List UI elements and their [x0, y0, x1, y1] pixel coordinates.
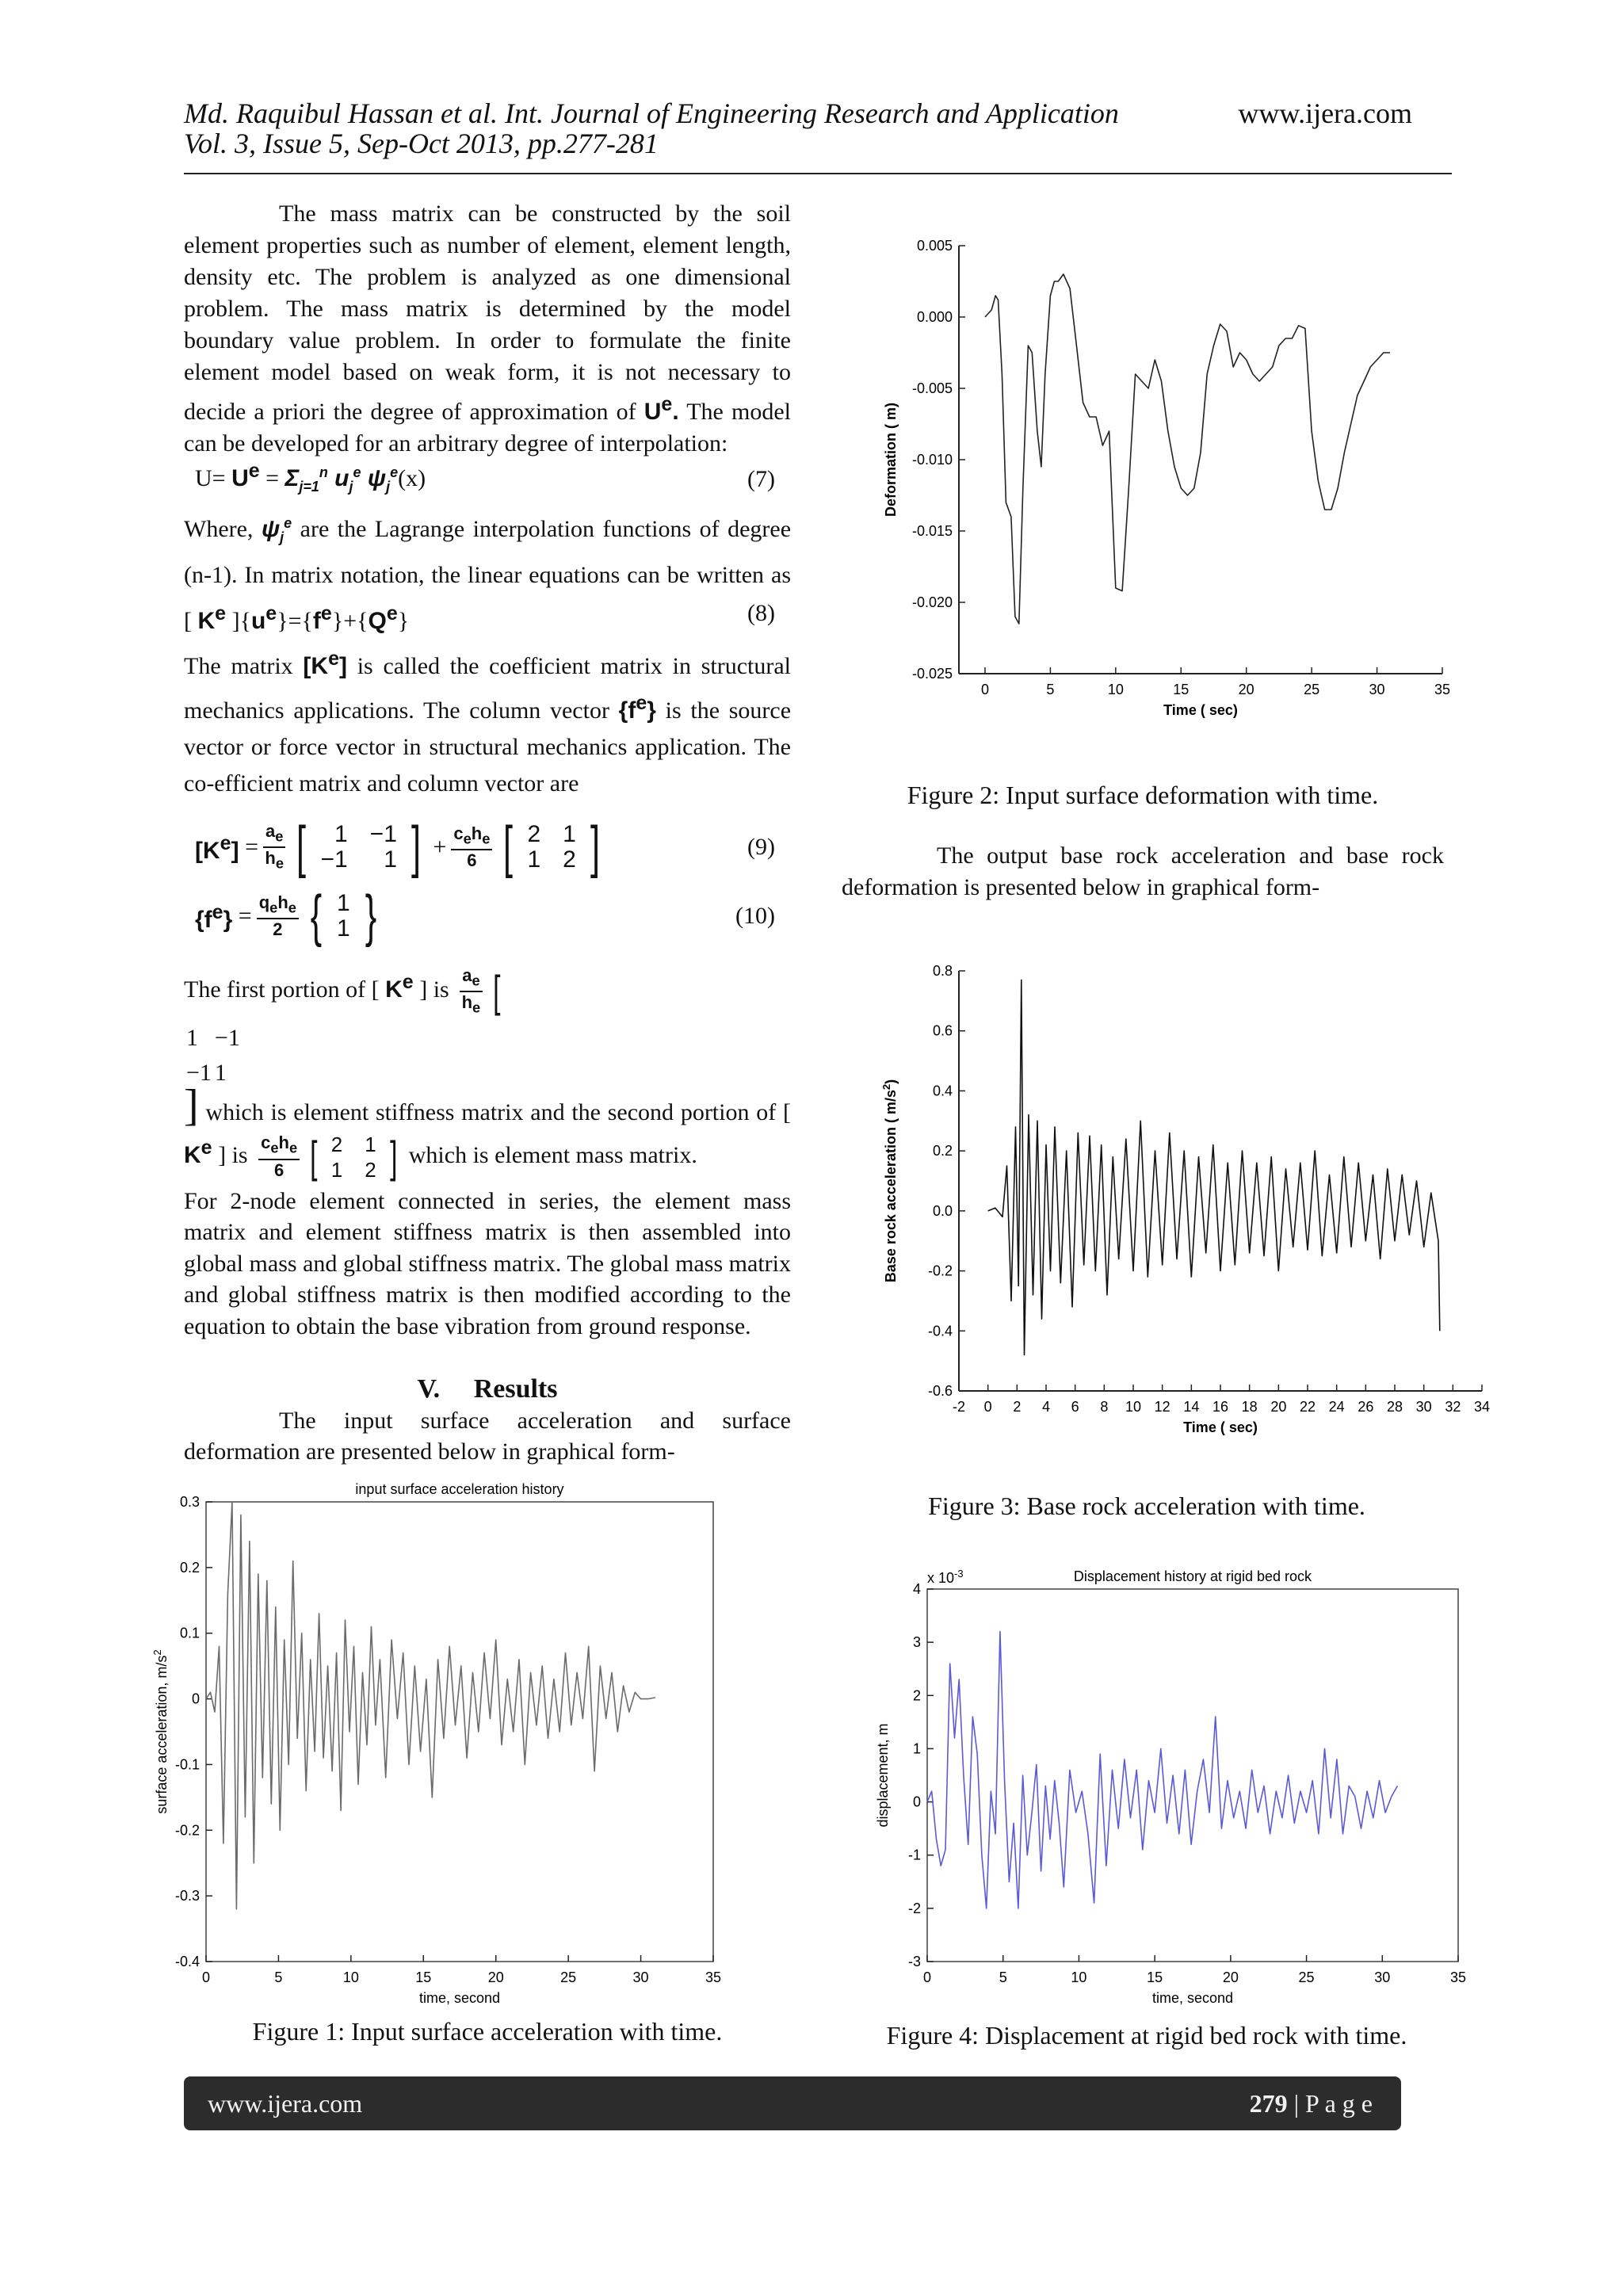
x-tick-label: -2: [952, 1399, 966, 1415]
figure-2-chart: [872, 226, 1474, 749]
x-tick-label: 16: [1212, 1399, 1229, 1415]
y-tick-label: 0.3: [179, 1494, 200, 1510]
equation-9: $[K^e]$ = $\frac{a_e}{h_e}$ [ 1 −1 −1 1 ] + $\frac{c_eh_e}{6}$ [ 2 1 1 2 ] (9): [184, 812, 791, 883]
series-line: [988, 980, 1440, 1354]
y-tick-label: -0.020: [911, 594, 953, 610]
y-tick-label: -0.6: [927, 1383, 953, 1399]
figure-3-chart: [872, 963, 1506, 1470]
y-tick-label: -0.4: [927, 1323, 953, 1339]
y-tick-label: -0.015: [911, 523, 953, 539]
y-axis-label: Deformation ( m): [883, 403, 899, 517]
x-tick-label: 30: [1369, 682, 1385, 697]
page-footer: [184, 2076, 1401, 2130]
series-line: [985, 274, 1390, 624]
x-tick-label: 28: [1386, 1399, 1403, 1415]
x-axis-label: Time ( sec): [1163, 702, 1238, 718]
x-tick-label: 34: [1473, 1399, 1491, 1415]
x-tick-label: 2: [1013, 1399, 1022, 1415]
portions-paragraph: The first portion of [ $K^e$ ] is $\frac{a_e}{h_e}$ [: [184, 965, 501, 1017]
x-tick-label: 35: [1434, 682, 1451, 697]
y-tick-label: -2: [907, 1900, 921, 1916]
figure-2-caption: Figure 2: Input surface deformation with time.: [907, 781, 1379, 809]
mass-matrix-paragraph: The mass matrix can be constructed by the soil element properties such as number of element, element length, density etc. The problem is analyzed as one dimensional problem. The mass matrix is determined by the model boundary value problem. In order to formulate the finite element model based on weak form, it is not necessary to decide a priori the degree of approximation of $U^e$. The model can be developed for an arbitrary degree of interpolation:: [184, 201, 791, 457]
y-tick-label: 0.2: [179, 1559, 200, 1576]
x-tick-label: 10: [1125, 1399, 1142, 1415]
equation-7: $U= U^e = \Sigma_{j=1}^n$ $u_j^e$ $\psi_j^e(x)$ (7): [184, 461, 791, 498]
ue-symbol: $U^e$.: [643, 393, 679, 425]
x-tick-label: 12: [1154, 1399, 1170, 1415]
series-line: [206, 1502, 655, 1909]
y-tick-label: 0.2: [932, 1143, 953, 1159]
figure-4-caption: Figure 4: Displacement at rigid bed rock with time.: [886, 2021, 1407, 2050]
y-tick-label: 0.1: [179, 1625, 200, 1641]
x-tick-label: 25: [1304, 682, 1320, 697]
x-tick-label: 0: [983, 1399, 992, 1415]
y-tick-label: 4: [912, 1581, 921, 1597]
y-tick-label: -1: [907, 1847, 921, 1863]
x-tick-label: 10: [1071, 1969, 1087, 1985]
x-axis-label: time, second: [1151, 1990, 1234, 2006]
results-paragraph: The input surface acceleration and surface deformation are presented below in graphical form-: [184, 1407, 791, 1465]
y-tick-label: -0.010: [911, 452, 953, 468]
x-tick-label: 5: [999, 1969, 1007, 1985]
x-tick-label: 15: [415, 1969, 432, 1985]
y-axis-label: displacement, m: [875, 1723, 891, 1828]
y-scale-label: x $10^{-3}$: [927, 1567, 964, 1586]
x-tick-label: 6: [1071, 1399, 1079, 1415]
y-tick-label: 2: [912, 1687, 921, 1704]
header-rule: [184, 173, 1452, 174]
y-tick-label: -0.005: [911, 380, 953, 396]
y-tick-label: 1: [912, 1740, 921, 1757]
chart-title: input surface acceleration history: [355, 1481, 564, 1497]
y-tick-label: -0.1: [174, 1756, 200, 1773]
output-paragraph: The output base rock acceleration and base rock deformation is presented below in graphical form-: [842, 842, 1444, 900]
chart-title: Displacement history at rigid bed rock: [1073, 1568, 1312, 1584]
x-tick-label: 35: [705, 1969, 722, 1985]
series-line: [927, 1632, 1397, 1908]
y-tick-label: -3: [907, 1954, 921, 1969]
figure-1-chart: [151, 1474, 753, 2005]
y-tick-label: 0: [191, 1690, 200, 1707]
x-tick-label: 30: [1415, 1399, 1432, 1415]
section-heading: V. Results: [417, 1374, 558, 1404]
where-paragraph: Where, $\psi_j^e$ are the Lagrange interpolation functions of degree (n-1). In matrix notation, the linear equations can be written as [ $K^e$ ]$\{u^e\}=\{f^e\}+\{Q^e\}$ (8): [184, 515, 792, 634]
y-tick-label: 0: [912, 1794, 921, 1810]
x-tick-label: 25: [1298, 1969, 1315, 1985]
x-tick-label: 5: [274, 1969, 283, 1985]
y-tick-label: -0.025: [911, 666, 953, 682]
eq7-number: (7): [747, 466, 775, 493]
y-tick-label: 3: [912, 1634, 921, 1651]
x-tick-label: 20: [1238, 682, 1254, 697]
header-volume: Vol. 3, Issue 5, Sep-Oct 2013, pp.277-281: [184, 128, 659, 159]
x-tick-label: 22: [1299, 1399, 1316, 1415]
x-axis-label: Time ( sec): [1183, 1419, 1258, 1435]
figure-1-caption: Figure 1: Input surface acceleration with time.: [252, 2017, 723, 2046]
x-tick-label: 15: [1173, 682, 1190, 697]
x-tick-label: 20: [1270, 1399, 1287, 1415]
x-tick-label: 26: [1358, 1399, 1374, 1415]
x-tick-label: 30: [632, 1969, 649, 1985]
y-tick-label: 0.4: [932, 1083, 953, 1099]
x-tick-label: 15: [1147, 1969, 1163, 1985]
y-tick-label: 0.000: [916, 309, 953, 325]
x-tick-label: 20: [1222, 1969, 1239, 1985]
header-authors-journal: Md. Raquibul Hassan et al. Int. Journal of Engineering Research and Application: [184, 97, 1119, 129]
x-tick-label: 5: [1046, 682, 1055, 697]
plot-frame: [927, 1589, 1458, 1962]
eq8-number: (8): [747, 600, 775, 626]
y-tick-label: -0.4: [174, 1954, 200, 1969]
series-paragraph: For 2-node element connected in series, the element mass matrix and element stiffness matrix is then assembled into global mass and global stiffness matrix. The global mass matrix and global stiffness matrix is then modified according to the equation to obtain the base vibration from ground response.: [184, 1187, 791, 1339]
y-tick-label: 0.8: [932, 963, 953, 979]
figure-4-chart: [872, 1553, 1490, 2013]
x-tick-label: 25: [560, 1969, 577, 1985]
y-tick-label: 0.005: [916, 238, 953, 254]
y-tick-label: -0.3: [174, 1888, 200, 1904]
x-tick-label: 30: [1374, 1969, 1391, 1985]
y-axis-label: surface acceleration, $m/s^2$: [151, 1649, 170, 1814]
x-tick-label: 0: [922, 1969, 932, 1985]
x-tick-label: 8: [1100, 1399, 1109, 1415]
running-header: [184, 98, 1412, 159]
y-tick-label: -0.2: [174, 1822, 200, 1839]
x-axis-label: time, second: [418, 1990, 501, 2005]
y-axis-label: Base rock acceleration ( $m/s^2$): [880, 1079, 899, 1283]
x-tick-label: 24: [1328, 1399, 1345, 1415]
left-column: The mass matrix can be constructed by the soil element properties such as number of element, element length, density etc. The problem is analyzed as one dimensional problem. The mass matrix is determined by the model boundary value problem. In order to formulate the finite element model based on weak form, it is not necessary to decide a priori the degree of approximation of $U^e$. The model can be developed for an arbitrary degree of interpolation: $U= U^e = \Sigma_{j=1}^n$ $u_j^e$ $\psi_j^e(x)$ (7) Where, $\psi_j^e$ are the Lagrange interpolation functions of degree (n-1). In matrix notation, the linear equations can be written as [ $K^e$ ]$\{u^e\}=\{f^e\}+\{Q^e\}$ (8) The matrix $[K^e]$ is called the coefficient matrix in structural mechanics applications. The column vector $\{f^e\}$ is the source vector or force vector in structural mechanics application. The co-efficient matrix and column vector are $[K^e]$ = $\frac{a_e}{h_e}$ [ 1 −1 −1 1 ] + $\frac{c_eh_e}{6}$ [ 2 1 1 2 ] (9) $\{f^e\}$ = $\frac{q_eh_e}{2}$ { 1 1 } (10) The first portion of [ $K^e$ ] is $\frac{a_e}{h_e}$ [ 1 −1 −1 1 ] which is element stiffness matrix and the second portion of [ $K^e$ ] is $\frac{c_eh_e}{6}$ [ 2 1 1 2 ] which is element mass matrix. For 2-node element connected in series, the element mass matrix and element stiffness matrix is then assembled into global mass and global stiffness matrix. The global mass matrix and global stiffness matrix is then modified according to the equation to obtain the base vibration from ground response. V. Results The input surface acceleration and surface deformation are presented below in graphical form-: [184, 198, 791, 1468]
y-tick-label: 0.6: [932, 1022, 953, 1039]
x-tick-label: 32: [1445, 1399, 1461, 1415]
y-tick-label: 0.0: [932, 1202, 953, 1219]
x-tick-label: 4: [1041, 1399, 1051, 1415]
x-tick-label: 0: [201, 1969, 211, 1985]
footer-website: www.ijera.com: [208, 2089, 363, 2118]
eq10-number: (10): [735, 903, 775, 930]
x-tick-label: 35: [1449, 1969, 1467, 1985]
x-tick-label: 10: [342, 1969, 359, 1985]
x-tick-label: 10: [1107, 682, 1124, 697]
x-tick-label: 14: [1183, 1399, 1200, 1415]
equation-10: $\{f^e\}$ = $\frac{q_eh_e}{2}$ { 1 1 } (10): [184, 883, 791, 949]
header-website: www.ijera.com: [1238, 97, 1412, 129]
x-tick-label: 18: [1241, 1399, 1258, 1415]
eq9-number: (9): [747, 834, 775, 861]
figure-3-caption: Figure 3: Base rock acceleration with time.: [928, 1492, 1365, 1520]
x-tick-label: 20: [487, 1969, 504, 1985]
x-tick-label: 0: [980, 682, 989, 697]
footer-page-number: 279 | P a g e: [1249, 2089, 1373, 2118]
y-tick-label: -0.2: [927, 1263, 953, 1279]
matrix-paragraph: The matrix $[K^e]$ is called the coefficient matrix in structural mechanics applications. The column vector $\{f^e\}$ is the source vector or force vector in structural mechanics application. The co-efficient matrix and column vector are: [184, 648, 792, 797]
